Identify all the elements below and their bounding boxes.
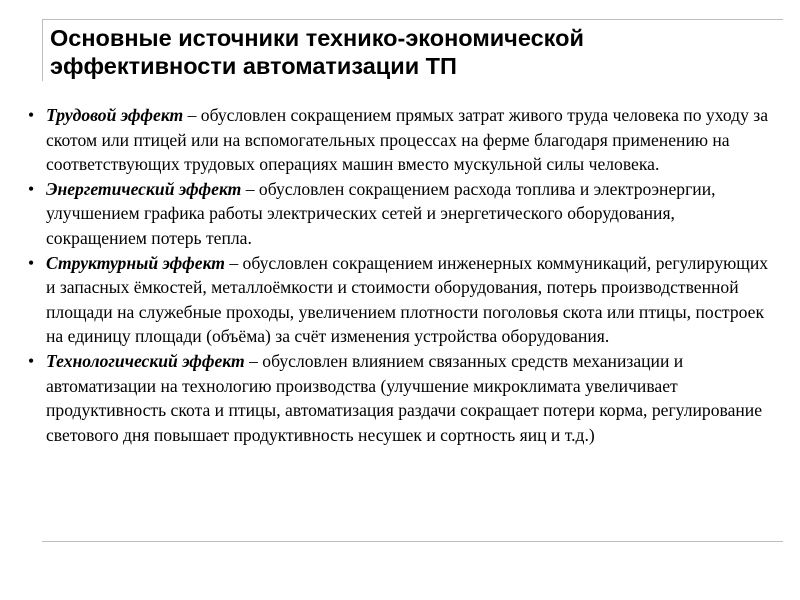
bottom-divider [42, 541, 783, 542]
term-labor-effect: Трудовой эффект [46, 105, 184, 125]
term-structural-effect: Структурный эффект [46, 252, 225, 273]
bullet-icon: • [28, 350, 35, 371]
title-frame-top-line [42, 19, 783, 20]
description-labor-effect: – обусловлен сокращением прямых затрат живого труда человека по уходу за скотом или птицей или на вспомогательных процессах на ферме благодаря применению на соответствующих трудовых операциях машин вместо мускульной силы человека. [46, 105, 769, 175]
list-item-structural-effect [28, 251, 780, 349]
slide-title-line-1: Основные источники технико-экономической [50, 25, 584, 51]
list-item-energy-effect [28, 177, 780, 251]
slide-title-line-2: эффективности автоматизации ТП [50, 53, 457, 79]
term-energy-effect: Энергетический эффект [46, 178, 242, 199]
title-frame-left-line [42, 19, 43, 81]
description-technological-effect: – обусловлен влиянием связанных средств механизации и автоматизации на технологию производства (улучшение микроклимата увеличивает продуктивность скота и птицы, автоматизация раздачи сокращает потери корма, регулирование светового дня повышает продуктивность несушек и сортность яиц и т.д.) [46, 350, 763, 445]
bullet-icon: • [28, 105, 35, 125]
term-technological-effect: Технологический эффект [46, 350, 245, 371]
description-energy-effect: – обусловлен сокращением расхода топлива и электроэнергии, улучшением графика работы электрических сетей и энергетического оборудования, сокращением потерь тепла. [46, 178, 716, 248]
effects-list [28, 103, 780, 447]
slide-title [50, 24, 770, 80]
bullet-icon: • [28, 178, 35, 199]
list-item-labor-effect [28, 103, 780, 177]
list-item-technological-effect [28, 349, 780, 447]
bullet-icon: • [28, 252, 35, 273]
description-structural-effect: – обусловлен сокращением инженерных коммуникаций, регулирующих и запасных ёмкостей, металлоёмкости и стоимости оборудования, потерь производственной площади на служебные проходы, увеличением плотности поголовья скота или птицы, построек на единицу площади (объёма) за счёт изменения устройства оборудования. [46, 252, 769, 347]
